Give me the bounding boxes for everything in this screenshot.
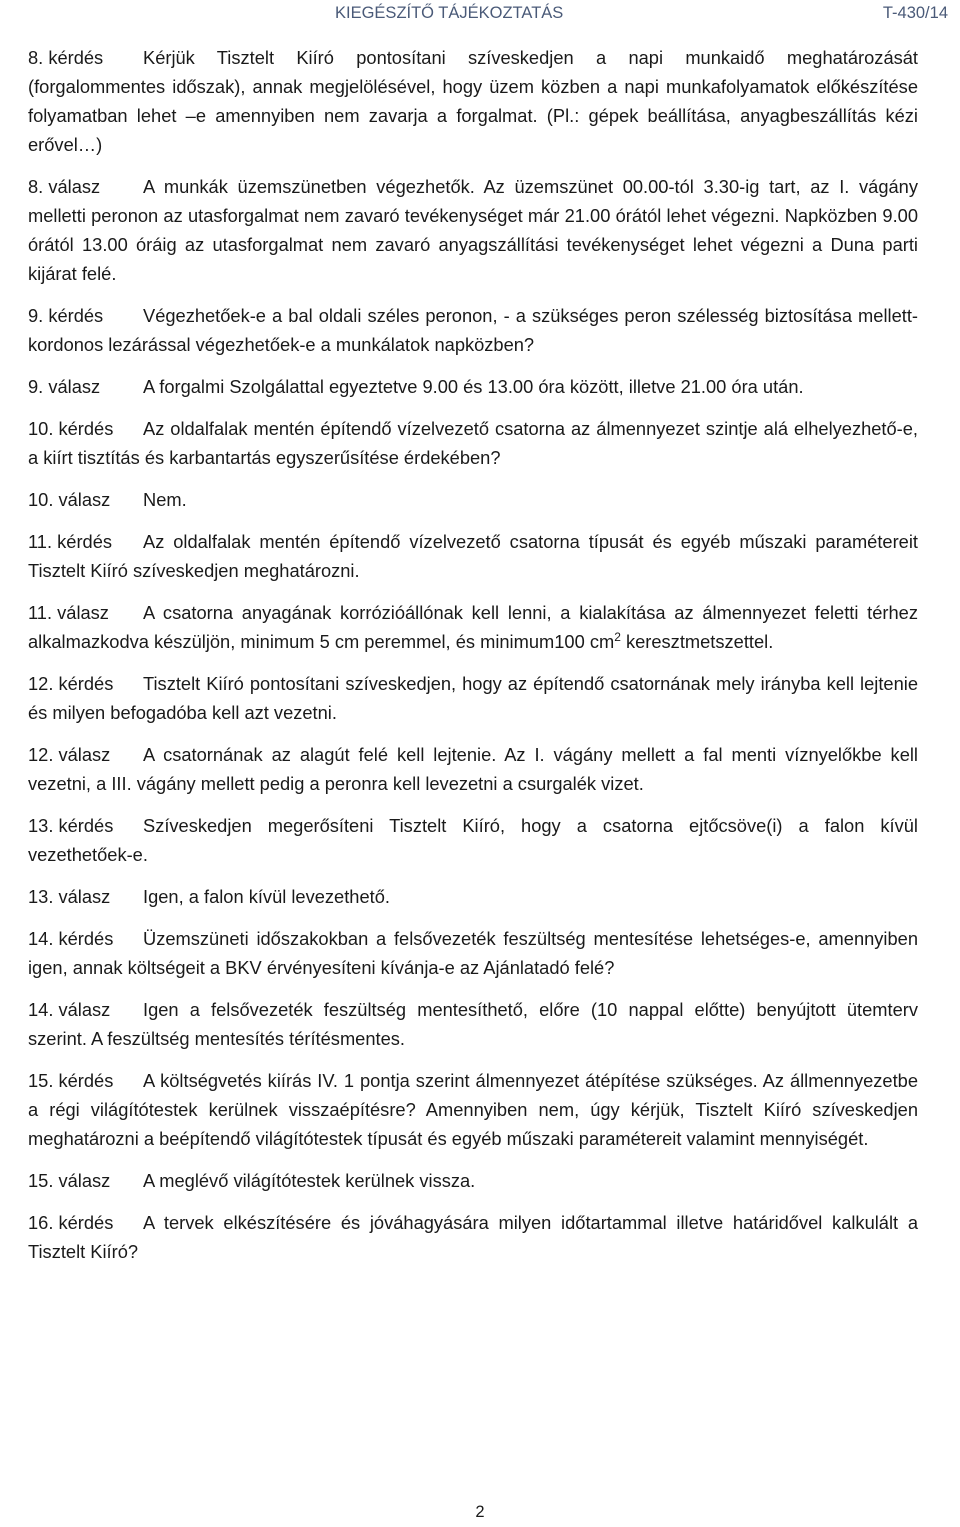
qa-entry-15-answer xyxy=(28,1166,918,1195)
entry-text: Az oldalfalak mentén építendő vízelvezető csatorna az álmennyezet szintje alá elhelyezhető-e, a kiírt tisztítás és karbantartás egyszerűsítése érdekében? xyxy=(28,418,918,468)
document-title: KIEGÉSZÍTŐ TÁJÉKOZTATÁS xyxy=(335,4,564,22)
entry-text: Kérjük Tisztelt Kiíró pontosítani szíveskedjen a napi munkaidő meghatározását (forgalommentes időszak), annak megjelölésével, hogy üzem közben a napi munkafolyamatok előkészítése folyamatban lehet –e amennyiben nem zavarja a forgalmat. (Pl.: gépek beállítása, anyagbeszállítás kézi erővel…) xyxy=(28,47,918,155)
entry-text: Nem. xyxy=(143,489,187,510)
entry-label: 14. kérdés xyxy=(28,928,114,949)
entry-text: A csatorna anyagának korrózióállónak kell lenni, a kialakítása az álmennyezet feletti térhez alkalmazkodva készüljön, minimum 5 cm peremmel, és minimum100 cm xyxy=(28,602,918,652)
qa-entry-9-answer xyxy=(28,372,918,401)
entry-text: Üzemszüneti időszakokban a felsővezeték feszültség mentesítése lehetséges-e, amennyiben igen, annak költségeit a BKV érvényesíteni kívánja-e az Ajánlatadó felé? xyxy=(28,928,918,978)
entry-text: A csatornának az alagút felé kell lejtenie. Az I. vágány mellett a fal menti víznyelőkbe kell vezetni, a III. vágány mellett pedig a peronra kell levezetni a csurgalék vizet. xyxy=(28,744,918,794)
qa-entry-8-question xyxy=(28,43,918,159)
entry-label: 10. válasz xyxy=(28,489,111,510)
entry-label: 14. válasz xyxy=(28,999,111,1020)
entry-label: 10. kérdés xyxy=(28,418,114,439)
entry-text: Végezhetőek-e a bal oldali széles peronon, - a szükséges peron szélesség biztosítása mellett- kordonos lezárással végezhetőek-e a munkálatok napközben? xyxy=(28,305,918,355)
entry-label: 8. kérdés xyxy=(28,47,104,68)
qa-entry-12-question xyxy=(28,669,918,727)
entry-text: Tisztelt Kiíró pontosítani szíveskedjen, hogy az építendő csatornának mely irányba kell lejtenie és milyen befogadóba kell azt vezetni. xyxy=(28,673,918,723)
qa-entry-8-answer xyxy=(28,172,918,288)
entry-label: 13. kérdés xyxy=(28,815,114,836)
qa-entry-9-question xyxy=(28,301,918,359)
entry-text: Az oldalfalak mentén építendő vízelvezető csatorna típusát és egyéb műszaki paramétereit Tisztelt Kiíró szíveskedjen meghatározni. xyxy=(28,531,918,581)
entry-label: 15. kérdés xyxy=(28,1070,114,1091)
qa-entry-15-question xyxy=(28,1066,918,1153)
entry-label: 11. válasz xyxy=(28,602,109,623)
qa-entry-14-question xyxy=(28,924,918,982)
entry-label: 16. kérdés xyxy=(28,1212,114,1233)
qa-entry-11-answer xyxy=(28,598,918,656)
page-header xyxy=(0,0,960,30)
entry-label: 9. kérdés xyxy=(28,305,104,326)
qa-entry-10-question xyxy=(28,414,918,472)
entry-label: 11. kérdés xyxy=(28,531,113,552)
entry-text: A tervek elkészítésére és jóváhagyására milyen időtartammal illetve határidővel kalkulált a Tisztelt Kiíró? xyxy=(28,1212,918,1262)
entry-label: 8. válasz xyxy=(28,176,101,197)
entry-text: Igen a felsővezeték feszültség mentesíthető, előre (10 nappal előtte) benyújtott ütemterv szerint. A feszültség mentesítés térítésmentes. xyxy=(28,999,918,1049)
qa-entry-13-answer xyxy=(28,882,918,911)
entry-text: A forgalmi Szolgálattal egyeztetve 9.00 és 13.00 óra között, illetve 21.00 óra után. xyxy=(143,376,804,397)
entry-label: 9. válasz xyxy=(28,376,101,397)
entry-label: 12. válasz xyxy=(28,744,111,765)
entry-text: A meglévő világítótestek kerülnek vissza. xyxy=(143,1170,476,1191)
entry-label: 15. válasz xyxy=(28,1170,111,1191)
qa-entry-11-question xyxy=(28,527,918,585)
entry-text: A költségvetés kiírás IV. 1 pontja szerint álmennyezet átépítése szükséges. Az állmennyezetbe a régi világítótestek kerülnek visszaépítésre? Amennyiben nem, úgy kérjük, Tisztelt Kiíró szíveskedjen meghatározni a beépítendő világítótestek típusát és egyéb műszaki paramétereit valamint mennyiségét. xyxy=(28,1070,918,1149)
qa-entry-12-answer xyxy=(28,740,918,798)
page-number: 2 xyxy=(475,1503,485,1521)
superscript: 2 xyxy=(614,629,621,644)
entry-label: 12. kérdés xyxy=(28,673,114,694)
document-reference: T-430/14 xyxy=(882,4,948,22)
qa-entry-14-answer xyxy=(28,995,918,1053)
qa-entry-13-question xyxy=(28,811,918,869)
qa-entry-10-answer xyxy=(28,485,918,514)
qa-entry-16-question xyxy=(28,1208,918,1266)
qa-list xyxy=(28,43,918,1279)
entry-text: Igen, a falon kívül levezethető. xyxy=(143,886,390,907)
entry-text: A munkák üzemszünetben végezhetők. Az üzemszünet 00.00-tól 3.30-ig tart, az I. vágány melletti peronon az utasforgalmat nem zavaró tevékenységet már 21.00 órától lehet végezni. Napközben 9.00 órától 13.00 óráig az utasforgalmat nem zavaró anyagszállítási tevékenységet lehet végezni a Duna parti kijárat felé. xyxy=(28,176,918,284)
entry-label: 13. válasz xyxy=(28,886,111,907)
entry-text-tail: keresztmetszettel. xyxy=(620,631,774,652)
entry-text: Szíveskedjen megerősíteni Tisztelt Kiíró, hogy a csatorna ejtőcsöve(i) a falon kívül vezethetőek-e. xyxy=(28,815,918,865)
